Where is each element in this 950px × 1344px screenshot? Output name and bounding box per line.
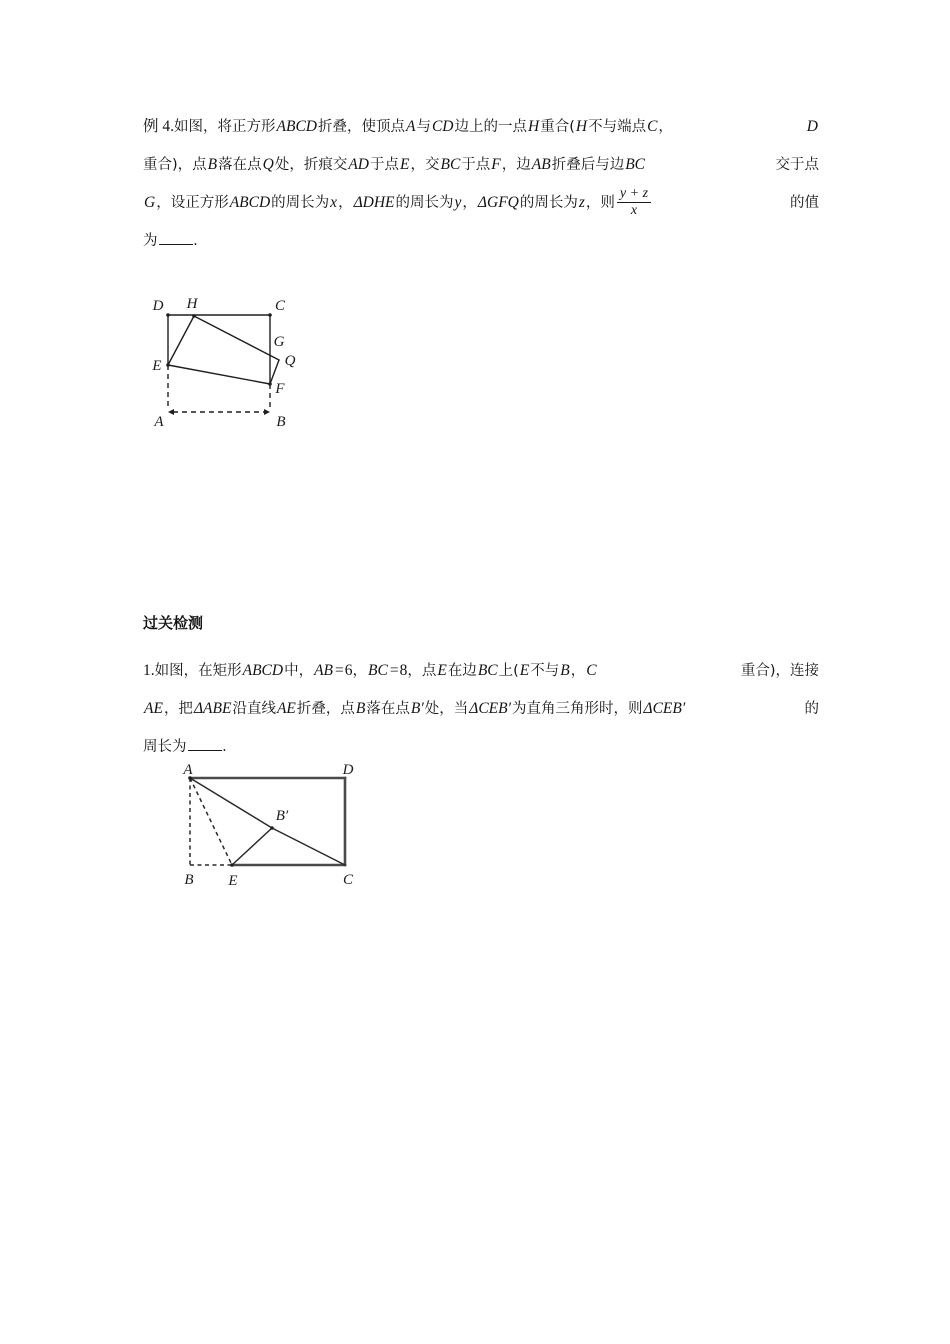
- edge-E-F: [168, 365, 270, 384]
- figure-2-label-D: D: [342, 762, 354, 778]
- arrowhead-right: [264, 409, 270, 415]
- vertex-Bprime: [270, 826, 274, 830]
- example-4-line-4: 为 .: [143, 222, 819, 260]
- practice-heading: 过关检测: [143, 614, 204, 632]
- example-4-line-2: 重合)，点B落在点Q处，折痕交AD于点E，交BC于点F，边AB折叠后与边BC 交于点: [143, 156, 819, 173]
- vertex-H: [192, 314, 196, 318]
- arrowhead-left: [168, 409, 174, 415]
- figure-1-label-D: D: [152, 298, 164, 314]
- answer-blank-problem-1: [188, 736, 222, 751]
- figure-1-label-A: A: [154, 414, 164, 430]
- figure-rectangle-abcd-fold: [178, 762, 398, 895]
- fraction-numerator: y + z: [619, 185, 649, 201]
- example-4-line-1: 例 4.如图，将正方形ABCD折叠，使顶点A与CD边上的一点H重合(H不与端点C， D: [143, 118, 818, 135]
- figure-1-label-G: G: [273, 334, 285, 350]
- edge-H-Q: [194, 316, 279, 360]
- fraction-y-plus-z-over-x: [617, 186, 651, 220]
- edge-A-Bprime: [190, 778, 272, 828]
- example-label: 例 4.: [143, 118, 175, 135]
- vertex-D: [166, 313, 170, 317]
- figure-2-label-E: E: [228, 873, 238, 889]
- edge-H-E: [168, 316, 194, 365]
- figure-1-canvas: [140, 288, 340, 428]
- figure-2-label-A: A: [183, 762, 193, 778]
- figure-1-label-F: F: [275, 381, 285, 397]
- problem-1-paragraph: [143, 652, 819, 766]
- edge-Bprime-C: [272, 828, 345, 865]
- figure-2-rectangle-edges: [190, 778, 345, 865]
- figure-2-solid-fold-edges: [190, 778, 345, 865]
- problem-number: 1.: [143, 662, 155, 679]
- figure-1-dashed-edges: [168, 365, 270, 412]
- figure-1-label-E: E: [152, 358, 162, 374]
- example-4-line-3: G，设正方形ABCD的周长为x，ΔDHE的周长为y，ΔGFQ的周长为z，则 $\frac{y + z}{x}$ 的值: [144, 185, 819, 219]
- figure-1-label-Q: Q: [284, 353, 296, 369]
- example-4-paragraph: [143, 108, 819, 260]
- figure-1-solid-edges: [168, 315, 279, 384]
- figure-2-label-C: C: [342, 872, 354, 888]
- problem-1-line-3: 周长为 .: [143, 728, 819, 766]
- answer-blank-example-4: [159, 230, 193, 245]
- problem-1-line-2: AE，把ΔABE沿直线AE折叠，点B落在点B′处，当ΔCEB′为直角三角形时，则ΔCEB′ 的: [144, 700, 819, 717]
- figure-1-label-B: B: [276, 414, 286, 430]
- figure-1-label-H: H: [186, 296, 198, 312]
- figure-1-label-C: C: [274, 298, 286, 314]
- vertex-E: [230, 863, 234, 867]
- document-content: [143, 108, 819, 260]
- vertex-F: [268, 382, 272, 386]
- problem-1-line-1: 1.如图，在矩形ABCD中，AB =6，BC =8，点E在边BC上(E不与B，C 重合)，连接: [143, 662, 819, 679]
- vertex-E: [166, 363, 170, 367]
- figure-square-abcd-fold: [140, 288, 340, 428]
- figure-2-label-B: B: [184, 872, 194, 888]
- vertex-C: [268, 313, 272, 317]
- figure-2-canvas: [178, 762, 398, 895]
- fraction-denominator: x: [617, 202, 651, 220]
- edge-Bprime-E: [232, 828, 272, 865]
- figure-2-label-Bprime: B′: [275, 808, 289, 824]
- practice-section: [143, 612, 819, 766]
